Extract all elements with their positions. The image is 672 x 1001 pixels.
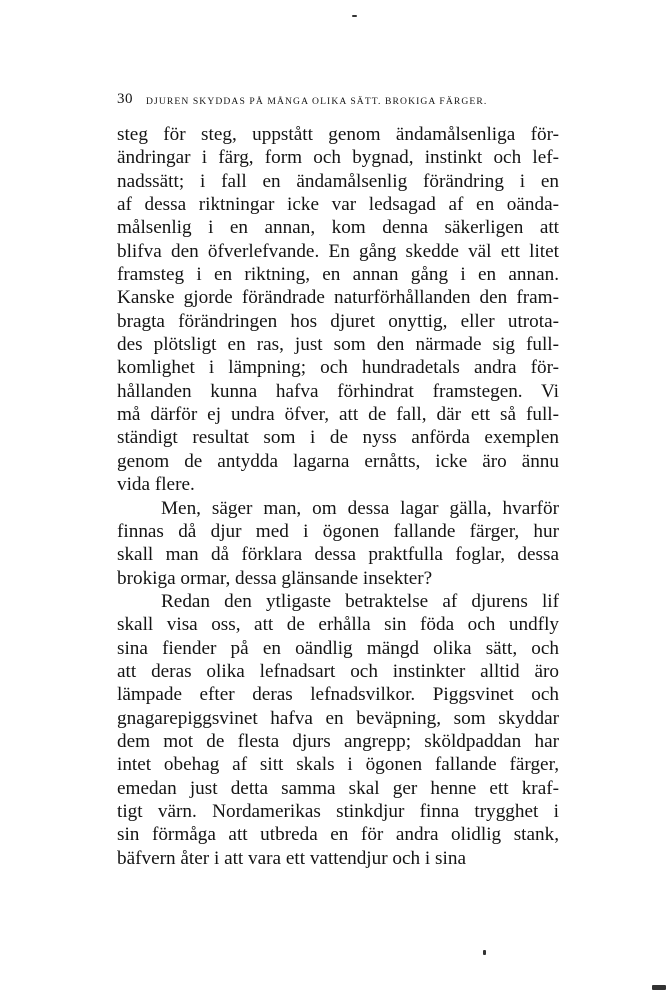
- text-line: bäfvern åter i att vara ett vattendjur och i sina: [117, 847, 466, 869]
- text-line: tigt värn. Nordamerikas stinkdjur finna trygghet i: [117, 800, 559, 822]
- text-line: emedan just detta samma skal ger henne ett kraf-: [117, 777, 559, 799]
- body-text: [117, 123, 559, 870]
- text-line: sin förmåga att utbreda en för andra olidlig stank,: [117, 824, 559, 846]
- text-line: genom de antydda lagarna ernåtts, icke äro ännu: [117, 450, 559, 472]
- paragraph: [117, 590, 559, 870]
- text-line: hållanden kunna hafva förhindrat framstegen. Vi: [117, 380, 559, 402]
- text-line: nadssätt; i fall en ändamålsenlig förändring i en: [117, 170, 559, 192]
- text-line: skall visa oss, att de erhålla sin föda och undfly: [117, 614, 559, 636]
- text-line: finnas då djur med i ögonen fallande färger, hur: [117, 520, 559, 542]
- text-line: sina fiender på en oändlig mängd olika sätt, och: [117, 637, 559, 659]
- text-line: skall man då förklara dessa praktfulla foglar, dessa: [117, 544, 559, 566]
- text-line: ständigt resultat som i de nyss anförda exemplen: [117, 427, 559, 449]
- paragraph: [117, 497, 559, 590]
- text-line: må därför ej undra öfver, att de fall, där ett så full-: [117, 404, 559, 426]
- text-line: vida flere.: [117, 474, 195, 496]
- page-number: 30: [117, 91, 133, 107]
- paragraph: [117, 123, 559, 497]
- text-line: dem mot de flesta djurs angrepp; sköldpaddan har: [117, 730, 559, 752]
- text-line: bragta förändringen hos djuret onyttig, eller utrota-: [117, 310, 559, 332]
- print-speck: [352, 15, 357, 17]
- text-line: blifva den öfverlefvande. En gång skedde väl ett litet: [117, 240, 559, 262]
- page-header: [117, 91, 559, 111]
- print-speck: [652, 985, 666, 990]
- text-line: Kanske gjorde förändrade naturförhållanden den fram-: [117, 287, 559, 309]
- text-line: målsenlig i en annan, kom denna säkerligen att: [117, 217, 559, 239]
- running-head: DJUREN SKYDDAS PÅ MÅNGA OLIKA SÄTT. BROKIGA FÄRGER.: [146, 96, 488, 107]
- print-speck: [483, 950, 486, 955]
- text-line: des plötsligt en ras, just som den närmade sig full-: [117, 334, 559, 356]
- text-line: ändringar i färg, form och bygnad, instinkt och lef-: [117, 147, 559, 169]
- text-line: brokiga ormar, dessa glänsande insekter?: [117, 567, 433, 589]
- text-line: steg för steg, uppstått genom ändamålsenliga för-: [117, 124, 559, 145]
- text-line: att deras olika lefnadsart och instinkter alltid äro: [117, 660, 559, 682]
- text-line: intet obehag af sitt skals i ögonen fallande färger,: [117, 754, 559, 776]
- text-line: lämpade efter deras lefnadsvilkor. Piggsvinet och: [117, 684, 559, 706]
- text-line: komlighet i lämpning; och hundradetals andra för-: [117, 357, 559, 379]
- text-line: framsteg i en riktning, en annan gång i en annan.: [117, 264, 559, 286]
- text-line: af dessa riktningar icke var ledsagad af en oända-: [117, 194, 559, 216]
- text-line: gnagarepiggsvinet hafva en beväpning, som skyddar: [117, 707, 559, 729]
- text-line: Men, säger man, om dessa lagar gälla, hvarför: [161, 497, 559, 519]
- text-line: Redan den ytligaste betraktelse af djurens lif: [161, 590, 559, 612]
